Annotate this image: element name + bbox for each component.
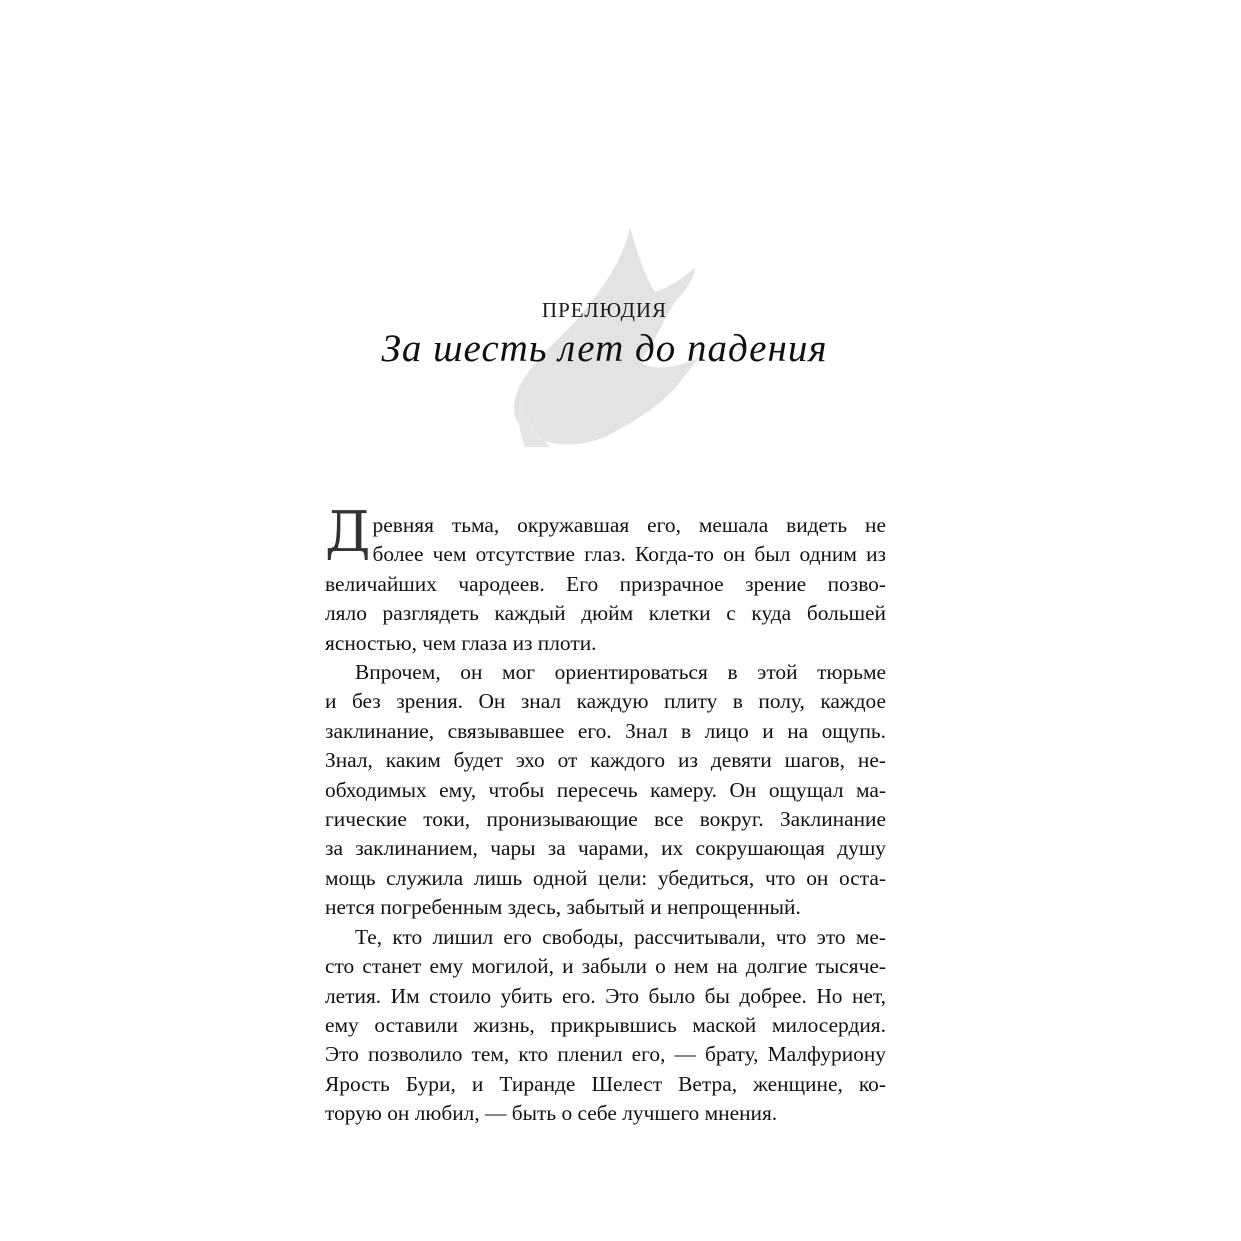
text-line: обходимых ему, чтобы пересечь камеру. Он ощущал ма- [325,777,886,802]
text-line: нется погребенным здесь, забытый и непрощенный. [325,895,801,920]
text-line: за заклинанием, чары за чарами, их сокрушающая душу [325,836,886,861]
text-line: Впрочем, он мог ориентироваться в этой тюрьме [355,660,886,685]
text-line: торую он любил, — быть о себе лучшего мнения. [325,1101,778,1126]
text-line: величайших чародеев. Его призрачное зрение позво- [325,571,886,596]
chapter-label: ПРЕЛЮДИЯ [541,298,668,322]
text-line: ревняя тьма, окружавшая его, мешала видеть не [372,513,886,537]
body-text [325,500,886,1129]
drop-cap: Д [325,500,371,565]
text-line: летия. Им стоило убить его. Это было бы добрее. Но нет, [325,983,886,1008]
text-line: ляло разглядеть каждый дюйм клетки с куда большей [325,601,886,626]
text-line: Это позволило тем, кто пленил его, — брату, Малфуриону [325,1042,886,1067]
paragraph-1 [325,500,886,658]
text-line: ясностью, чем глаза из плоти. [325,630,597,655]
paragraph-2 [325,658,886,923]
text-line: и без зрения. Он знал каждую плиту в полу, каждое [325,689,886,714]
chapter-title: За шесть лет до падения [381,327,828,370]
text-line: Ярость Бури, и Тиранде Шелест Ветра, женщине, ко- [325,1071,886,1096]
text-line: Знал, каким будет эхо от каждого из девяти шагов, не- [325,748,886,773]
text-line: Те, кто лишил его свободы, рассчитывали, что это ме- [355,924,886,949]
text-line: заклинание, связывавшее его. Знал в лицо и на ощупь. [325,718,886,743]
text-line: ему оставили жизнь, прикрывшись маской милосердия. [325,1012,886,1037]
text-line: сто станет ему могилой, и забыли о нем на долгие тысяче- [325,954,886,979]
text-line: гические токи, пронизывающие все вокруг. Заклинание [325,807,886,832]
text-line: более чем отсутствие глаз. Когда-то он был одним из [372,542,886,567]
paragraph-3 [325,923,886,1129]
text-line: мощь служила лишь одной цели: убедиться, что он оста- [325,865,886,890]
